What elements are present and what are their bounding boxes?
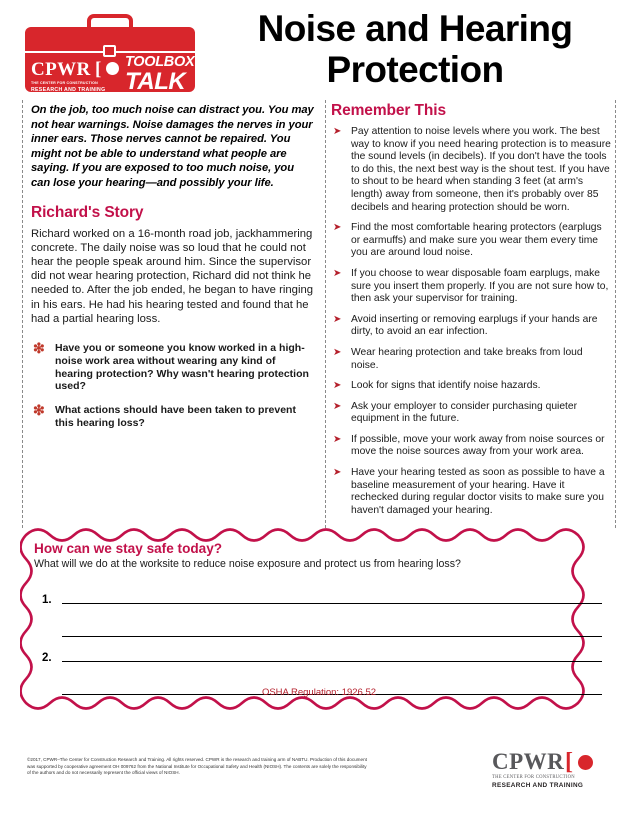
list-item (31, 339, 315, 393)
answer-number: 1. (42, 594, 52, 606)
story-heading: Richard's Story (31, 203, 144, 221)
cpwr-toolbox-talk-logo (25, 14, 195, 95)
footer-logo-dot-icon (578, 755, 593, 770)
copyright-fine-print: ©2017, CPWR–The Center for Construction Research and Training. All rights reserved. CPWR is the research and training arm of NABTU. Production of this document was supported by cooperative agreement OH 009762 from the National Institute for Occupational Safety and Health (NIOSH). The contents are solely the responsibility of the authors and do not necessarily represent the official views of NIOSH. (27, 757, 367, 776)
answer-number: 2. (42, 652, 52, 664)
chevron-right-icon: ➤ (333, 400, 342, 412)
page-title: Noise and Hearing Protection (257, 8, 573, 90)
bullet-text: Look for signs that identify noise hazards. (351, 380, 541, 392)
remember-this-list (331, 126, 611, 517)
chevron-right-icon: ➤ (333, 126, 342, 137)
story-paragraph: Richard worked on a 16-month road job, jackhammering concrete. The daily noise was so loud that he could not hear the people speak around him. Since the supervisor did not wear hearing protection, Richard did not think he needed to. After the job ended, he began to have ringing in his ears. He had his hearing tested and found that he had a partial hearing loss. (31, 227, 314, 325)
footer-logo-bracket-icon: [ (565, 749, 573, 775)
list-item (331, 126, 611, 214)
chevron-right-icon: ➤ (333, 380, 342, 392)
stay-safe-box (20, 528, 618, 713)
answer-line[interactable] (62, 636, 602, 637)
stay-safe-heading: How can we stay safe today? (34, 541, 223, 556)
chevron-right-icon: ➤ (333, 467, 342, 479)
logo-dot-icon (106, 62, 119, 75)
logo-talk-text: TALK (125, 68, 186, 95)
bullet-text: Ask your employer to consider purchasing quieter equipment in the future. (351, 400, 578, 425)
toolbox-body-icon (25, 27, 195, 95)
list-item (331, 347, 611, 372)
answer-line[interactable] (62, 661, 602, 662)
intro-paragraph: On the job, too much noise can distract you. You may not hear warnings. Noise damages the nerves in your inner ears. Those nerves cannot be repaired. You might not be able to understand what people are saying. If you are exposed to too much noise, you can lose your hearing—and possibly your life. (31, 104, 314, 189)
stay-safe-subheading: What will we do at the worksite to reduce noise exposure and protect us from hearing loss? (34, 558, 461, 570)
chevron-right-icon: ➤ (333, 433, 342, 445)
remember-this-heading: Remember This (331, 102, 446, 119)
bullet-text: If possible, move your work away from noise sources or move the noise sources away from your work area. (351, 433, 605, 458)
chevron-right-icon: ➤ (333, 346, 342, 358)
chevron-right-icon: ➤ (333, 313, 342, 325)
logo-subtitle-line2: RESEARCH AND TRAINING (31, 87, 106, 93)
list-item (331, 467, 611, 517)
toolbox-latch-icon (103, 45, 116, 57)
crossed-tools-icon: ❇ (33, 402, 45, 419)
page-header (0, 0, 638, 98)
page-footer (0, 745, 638, 825)
list-item (331, 222, 611, 260)
chevron-right-icon: ➤ (333, 222, 342, 234)
list-item (31, 404, 315, 430)
list-item (331, 434, 611, 459)
list-item (331, 314, 611, 339)
right-column (331, 100, 611, 528)
chevron-right-icon: ➤ (333, 267, 342, 279)
bullet-text: Find the most comfortable hearing protectors (earplugs or earmuffs) and make sure you wear them every time you are around loud noise. (351, 222, 602, 259)
logo-subtitle-line1: THE CENTER FOR CONSTRUCTION (31, 81, 98, 85)
footer-logo-brand: CPWR (492, 749, 565, 774)
crossed-tools-icon: ❇ (33, 339, 45, 356)
bullet-text: Have your hearing tested as soon as possible to have a baseline measurement of your hearing. Have it rechecked during regular doctor visits to make sure you haven't damaged your hearing. (351, 467, 605, 516)
bullet-text: If you choose to wear disposable foam earplugs, make sure you insert them properly. If you are not sure how to, then ask your supervisor for training. (351, 267, 609, 305)
footer-logo-line1: THE CENTER FOR CONSTRUCTION (492, 775, 575, 780)
question-text: Have you or someone you know worked in a high-noise work area without wearing any kind of hearing protection? Why wasn't hearing protection used? (55, 341, 309, 393)
cpwr-footer-logo (492, 750, 612, 792)
content-columns (22, 100, 616, 528)
bullet-text: Avoid inserting or removing earplugs if your hands are dirty, to avoid an ear infection. (351, 313, 598, 338)
answer-line[interactable] (62, 603, 602, 604)
list-item (331, 380, 611, 393)
logo-brand-text: CPWR (31, 59, 91, 80)
logo-bracket-icon: [ (95, 59, 102, 80)
list-item (331, 401, 611, 426)
osha-regulation-text: OSHA Regulation: 1926.52 (261, 687, 377, 698)
bullet-text: Pay attention to noise levels where you work. The best way to know if you need hearing protection is to measure the sound levels (in decibels). If you don't have the tools to do this, the next best way is the shout test. If you have to shout to be heard when standing 3 feet (at arm's length) away from someone, then it's probably over 85 decibels and hearing protection should be worn. (351, 126, 611, 213)
bullet-text: Wear hearing protection and take breaks from loud noise. (351, 346, 583, 371)
logo-toolbox-text: TOOLBOX (125, 54, 195, 70)
discussion-questions-list (31, 339, 315, 430)
stay-safe-content (34, 541, 604, 701)
footer-logo-line2: RESEARCH AND TRAINING (492, 782, 584, 789)
question-text: What actions should have been taken to prevent this hearing loss? (55, 404, 296, 429)
list-item (331, 268, 611, 306)
left-column (31, 100, 326, 528)
